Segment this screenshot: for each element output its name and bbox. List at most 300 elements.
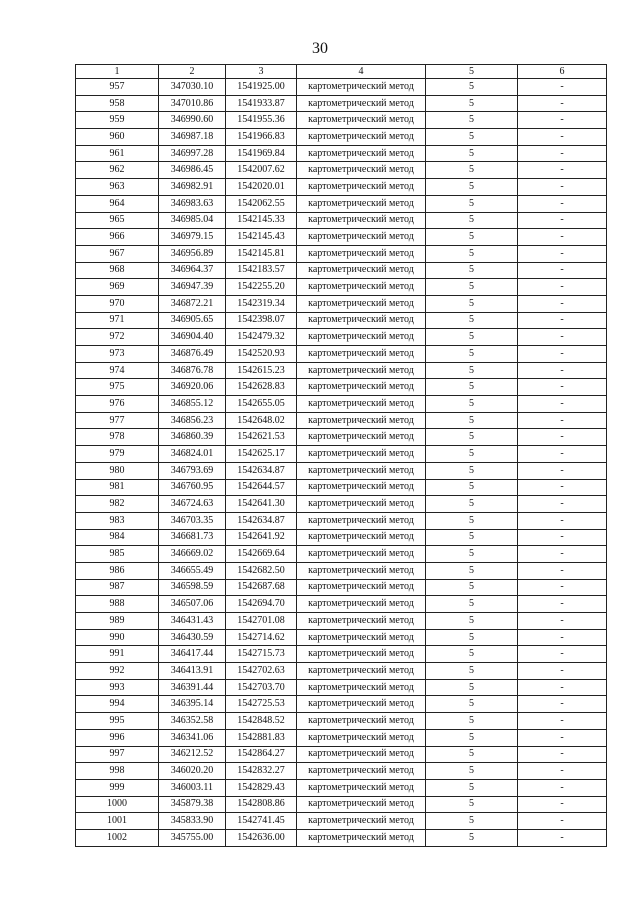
point-number-cell: 980 [76, 462, 159, 479]
method-cell: картометрический метод [297, 412, 426, 429]
accuracy-cell: 5 [426, 212, 518, 229]
header-cell: 4 [297, 65, 426, 79]
table-row [76, 79, 607, 96]
point-number-cell: 986 [76, 562, 159, 579]
table-row [76, 562, 607, 579]
table-row [76, 529, 607, 546]
accuracy-cell: 5 [426, 729, 518, 746]
x-coordinate-cell: 346413.91 [159, 663, 226, 680]
y-coordinate-cell: 1542701.08 [226, 613, 297, 630]
description-cell: - [518, 546, 607, 563]
accuracy-cell: 5 [426, 779, 518, 796]
table-row [76, 412, 607, 429]
point-number-cell: 967 [76, 245, 159, 262]
x-coordinate-cell: 346003.11 [159, 779, 226, 796]
coordinates-table [75, 64, 607, 847]
point-number-cell: 963 [76, 179, 159, 196]
method-cell: картометрический метод [297, 429, 426, 446]
x-coordinate-cell: 346352.58 [159, 713, 226, 730]
table-row [76, 713, 607, 730]
y-coordinate-cell: 1542145.81 [226, 245, 297, 262]
table-row [76, 262, 607, 279]
description-cell: - [518, 512, 607, 529]
y-coordinate-cell: 1542319.34 [226, 295, 297, 312]
table-row [76, 512, 607, 529]
y-coordinate-cell: 1542634.87 [226, 462, 297, 479]
point-number-cell: 992 [76, 663, 159, 680]
method-cell: картометрический метод [297, 245, 426, 262]
accuracy-cell: 5 [426, 179, 518, 196]
description-cell: - [518, 79, 607, 96]
method-cell: картометрический метод [297, 179, 426, 196]
y-coordinate-cell: 1542020.01 [226, 179, 297, 196]
point-number-cell: 970 [76, 295, 159, 312]
x-coordinate-cell: 346793.69 [159, 462, 226, 479]
point-number-cell: 976 [76, 396, 159, 413]
page-number: 30 [312, 40, 328, 57]
table-row [76, 195, 607, 212]
point-number-cell: 999 [76, 779, 159, 796]
x-coordinate-cell: 346872.21 [159, 295, 226, 312]
description-cell: - [518, 629, 607, 646]
accuracy-cell: 5 [426, 546, 518, 563]
y-coordinate-cell: 1542687.68 [226, 579, 297, 596]
table-row [76, 746, 607, 763]
table-row [76, 596, 607, 613]
header-cell: 5 [426, 65, 518, 79]
header-cell: 6 [518, 65, 607, 79]
y-coordinate-cell: 1542183.57 [226, 262, 297, 279]
y-coordinate-cell: 1541925.00 [226, 79, 297, 96]
point-number-cell: 969 [76, 279, 159, 296]
table-row [76, 295, 607, 312]
description-cell: - [518, 729, 607, 746]
table-row [76, 346, 607, 363]
header-cell: 2 [159, 65, 226, 79]
description-cell: - [518, 412, 607, 429]
description-cell: - [518, 112, 607, 129]
x-coordinate-cell: 346507.06 [159, 596, 226, 613]
x-coordinate-cell: 346855.12 [159, 396, 226, 413]
y-coordinate-cell: 1542703.70 [226, 679, 297, 696]
method-cell: картометрический метод [297, 312, 426, 329]
point-number-cell: 984 [76, 529, 159, 546]
y-coordinate-cell: 1542669.64 [226, 546, 297, 563]
method-cell: картометрический метод [297, 629, 426, 646]
description-cell: - [518, 446, 607, 463]
accuracy-cell: 5 [426, 412, 518, 429]
table-row [76, 479, 607, 496]
y-coordinate-cell: 1542644.57 [226, 479, 297, 496]
y-coordinate-cell: 1541966.83 [226, 129, 297, 146]
method-cell: картометрический метод [297, 813, 426, 830]
point-number-cell: 1001 [76, 813, 159, 830]
accuracy-cell: 5 [426, 129, 518, 146]
description-cell: - [518, 295, 607, 312]
description-cell: - [518, 245, 607, 262]
description-cell: - [518, 746, 607, 763]
description-cell: - [518, 596, 607, 613]
accuracy-cell: 5 [426, 629, 518, 646]
method-cell: картометрический метод [297, 696, 426, 713]
method-cell: картометрический метод [297, 329, 426, 346]
method-cell: картометрический метод [297, 145, 426, 162]
x-coordinate-cell: 346724.63 [159, 496, 226, 513]
method-cell: картометрический метод [297, 446, 426, 463]
table-row [76, 379, 607, 396]
accuracy-cell: 5 [426, 579, 518, 596]
method-cell: картометрический метод [297, 112, 426, 129]
y-coordinate-cell: 1542881.83 [226, 729, 297, 746]
accuracy-cell: 5 [426, 462, 518, 479]
method-cell: картометрический метод [297, 579, 426, 596]
description-cell: - [518, 95, 607, 112]
table-row [76, 729, 607, 746]
method-cell: картометрический метод [297, 529, 426, 546]
method-cell: картометрический метод [297, 496, 426, 513]
method-cell: картометрический метод [297, 295, 426, 312]
x-coordinate-cell: 346997.28 [159, 145, 226, 162]
method-cell: картометрический метод [297, 679, 426, 696]
point-number-cell: 979 [76, 446, 159, 463]
y-coordinate-cell: 1542741.45 [226, 813, 297, 830]
method-cell: картометрический метод [297, 129, 426, 146]
table-row [76, 429, 607, 446]
accuracy-cell: 5 [426, 195, 518, 212]
x-coordinate-cell: 346947.39 [159, 279, 226, 296]
x-coordinate-cell: 346669.02 [159, 546, 226, 563]
method-cell: картометрический метод [297, 362, 426, 379]
description-cell: - [518, 679, 607, 696]
table-row [76, 95, 607, 112]
accuracy-cell: 5 [426, 763, 518, 780]
y-coordinate-cell: 1542848.52 [226, 713, 297, 730]
point-number-cell: 985 [76, 546, 159, 563]
x-coordinate-cell: 346876.49 [159, 346, 226, 363]
description-cell: - [518, 696, 607, 713]
method-cell: картометрический метод [297, 512, 426, 529]
method-cell: картометрический метод [297, 763, 426, 780]
table-row [76, 829, 607, 846]
description-cell: - [518, 579, 607, 596]
description-cell: - [518, 779, 607, 796]
point-number-cell: 982 [76, 496, 159, 513]
accuracy-cell: 5 [426, 529, 518, 546]
x-coordinate-cell: 346391.44 [159, 679, 226, 696]
table-row [76, 396, 607, 413]
accuracy-cell: 5 [426, 145, 518, 162]
x-coordinate-cell: 346990.60 [159, 112, 226, 129]
accuracy-cell: 5 [426, 79, 518, 96]
point-number-cell: 977 [76, 412, 159, 429]
description-cell: - [518, 813, 607, 830]
table-row [76, 312, 607, 329]
table-row [76, 212, 607, 229]
x-coordinate-cell: 346987.18 [159, 129, 226, 146]
accuracy-cell: 5 [426, 646, 518, 663]
x-coordinate-cell: 345879.38 [159, 796, 226, 813]
method-cell: картометрический метод [297, 613, 426, 630]
y-coordinate-cell: 1542615.23 [226, 362, 297, 379]
y-coordinate-cell: 1542829.43 [226, 779, 297, 796]
x-coordinate-cell: 346904.40 [159, 329, 226, 346]
description-cell: - [518, 663, 607, 680]
accuracy-cell: 5 [426, 396, 518, 413]
description-cell: - [518, 212, 607, 229]
y-coordinate-cell: 1542625.17 [226, 446, 297, 463]
y-coordinate-cell: 1541955.36 [226, 112, 297, 129]
table-row [76, 329, 607, 346]
header-cell: 1 [76, 65, 159, 79]
y-coordinate-cell: 1542062.55 [226, 195, 297, 212]
x-coordinate-cell: 346964.37 [159, 262, 226, 279]
x-coordinate-cell: 346341.06 [159, 729, 226, 746]
method-cell: картометрический метод [297, 346, 426, 363]
y-coordinate-cell: 1542520.93 [226, 346, 297, 363]
x-coordinate-cell: 345755.00 [159, 829, 226, 846]
point-number-cell: 998 [76, 763, 159, 780]
method-cell: картометрический метод [297, 746, 426, 763]
description-cell: - [518, 379, 607, 396]
table-row [76, 629, 607, 646]
point-number-cell: 995 [76, 713, 159, 730]
method-cell: картометрический метод [297, 79, 426, 96]
x-coordinate-cell: 346020.20 [159, 763, 226, 780]
method-cell: картометрический метод [297, 212, 426, 229]
method-cell: картометрический метод [297, 829, 426, 846]
table-row [76, 362, 607, 379]
method-cell: картометрический метод [297, 646, 426, 663]
accuracy-cell: 5 [426, 696, 518, 713]
y-coordinate-cell: 1542145.43 [226, 229, 297, 246]
accuracy-cell: 5 [426, 512, 518, 529]
table-header-row [76, 65, 607, 79]
y-coordinate-cell: 1542636.00 [226, 829, 297, 846]
table-row [76, 696, 607, 713]
x-coordinate-cell: 346417.44 [159, 646, 226, 663]
x-coordinate-cell: 346212.52 [159, 746, 226, 763]
table-body [76, 79, 607, 847]
description-cell: - [518, 179, 607, 196]
table-row [76, 129, 607, 146]
point-number-cell: 989 [76, 613, 159, 630]
accuracy-cell: 5 [426, 295, 518, 312]
accuracy-cell: 5 [426, 679, 518, 696]
point-number-cell: 983 [76, 512, 159, 529]
header-cell: 3 [226, 65, 297, 79]
description-cell: - [518, 129, 607, 146]
y-coordinate-cell: 1542694.70 [226, 596, 297, 613]
description-cell: - [518, 279, 607, 296]
point-number-cell: 994 [76, 696, 159, 713]
accuracy-cell: 5 [426, 362, 518, 379]
accuracy-cell: 5 [426, 346, 518, 363]
point-number-cell: 968 [76, 262, 159, 279]
y-coordinate-cell: 1542714.62 [226, 629, 297, 646]
accuracy-cell: 5 [426, 713, 518, 730]
x-coordinate-cell: 346983.63 [159, 195, 226, 212]
point-number-cell: 1000 [76, 796, 159, 813]
accuracy-cell: 5 [426, 813, 518, 830]
accuracy-cell: 5 [426, 596, 518, 613]
point-number-cell: 966 [76, 229, 159, 246]
y-coordinate-cell: 1542648.02 [226, 412, 297, 429]
description-cell: - [518, 796, 607, 813]
y-coordinate-cell: 1542655.05 [226, 396, 297, 413]
method-cell: картометрический метод [297, 713, 426, 730]
point-number-cell: 1002 [76, 829, 159, 846]
x-coordinate-cell: 346598.59 [159, 579, 226, 596]
description-cell: - [518, 429, 607, 446]
x-coordinate-cell: 345833.90 [159, 813, 226, 830]
x-coordinate-cell: 346982.91 [159, 179, 226, 196]
method-cell: картометрический метод [297, 596, 426, 613]
y-coordinate-cell: 1541969.84 [226, 145, 297, 162]
accuracy-cell: 5 [426, 496, 518, 513]
accuracy-cell: 5 [426, 312, 518, 329]
table-row [76, 779, 607, 796]
description-cell: - [518, 195, 607, 212]
description-cell: - [518, 829, 607, 846]
description-cell: - [518, 396, 607, 413]
description-cell: - [518, 529, 607, 546]
table-row [76, 162, 607, 179]
point-number-cell: 962 [76, 162, 159, 179]
accuracy-cell: 5 [426, 446, 518, 463]
x-coordinate-cell: 346681.73 [159, 529, 226, 546]
table-row [76, 813, 607, 830]
table-row [76, 496, 607, 513]
y-coordinate-cell: 1542628.83 [226, 379, 297, 396]
y-coordinate-cell: 1542641.92 [226, 529, 297, 546]
description-cell: - [518, 162, 607, 179]
method-cell: картометрический метод [297, 379, 426, 396]
point-number-cell: 957 [76, 79, 159, 96]
description-cell: - [518, 312, 607, 329]
accuracy-cell: 5 [426, 262, 518, 279]
x-coordinate-cell: 346395.14 [159, 696, 226, 713]
point-number-cell: 959 [76, 112, 159, 129]
y-coordinate-cell: 1542007.62 [226, 162, 297, 179]
point-number-cell: 996 [76, 729, 159, 746]
accuracy-cell: 5 [426, 479, 518, 496]
y-coordinate-cell: 1542479.32 [226, 329, 297, 346]
accuracy-cell: 5 [426, 279, 518, 296]
point-number-cell: 990 [76, 629, 159, 646]
x-coordinate-cell: 347010.86 [159, 95, 226, 112]
y-coordinate-cell: 1542634.87 [226, 512, 297, 529]
accuracy-cell: 5 [426, 95, 518, 112]
method-cell: картометрический метод [297, 546, 426, 563]
x-coordinate-cell: 346703.35 [159, 512, 226, 529]
method-cell: картометрический метод [297, 95, 426, 112]
table-row [76, 646, 607, 663]
table-row [76, 145, 607, 162]
method-cell: картометрический метод [297, 796, 426, 813]
x-coordinate-cell: 346979.15 [159, 229, 226, 246]
table-row [76, 179, 607, 196]
x-coordinate-cell: 346986.45 [159, 162, 226, 179]
x-coordinate-cell: 346876.78 [159, 362, 226, 379]
method-cell: картометрический метод [297, 462, 426, 479]
point-number-cell: 972 [76, 329, 159, 346]
x-coordinate-cell: 346824.01 [159, 446, 226, 463]
table-row [76, 112, 607, 129]
method-cell: картометрический метод [297, 229, 426, 246]
accuracy-cell: 5 [426, 746, 518, 763]
x-coordinate-cell: 347030.10 [159, 79, 226, 96]
y-coordinate-cell: 1542864.27 [226, 746, 297, 763]
y-coordinate-cell: 1542832.27 [226, 763, 297, 780]
x-coordinate-cell: 346860.39 [159, 429, 226, 446]
description-cell: - [518, 646, 607, 663]
point-number-cell: 993 [76, 679, 159, 696]
point-number-cell: 974 [76, 362, 159, 379]
accuracy-cell: 5 [426, 796, 518, 813]
y-coordinate-cell: 1542682.50 [226, 562, 297, 579]
table-row [76, 679, 607, 696]
accuracy-cell: 5 [426, 663, 518, 680]
method-cell: картометрический метод [297, 279, 426, 296]
y-coordinate-cell: 1542641.30 [226, 496, 297, 513]
description-cell: - [518, 479, 607, 496]
method-cell: картометрический метод [297, 729, 426, 746]
point-number-cell: 991 [76, 646, 159, 663]
table-row [76, 546, 607, 563]
point-number-cell: 981 [76, 479, 159, 496]
table-row [76, 663, 607, 680]
accuracy-cell: 5 [426, 229, 518, 246]
y-coordinate-cell: 1542725.53 [226, 696, 297, 713]
accuracy-cell: 5 [426, 112, 518, 129]
description-cell: - [518, 145, 607, 162]
accuracy-cell: 5 [426, 562, 518, 579]
y-coordinate-cell: 1542145.33 [226, 212, 297, 229]
y-coordinate-cell: 1542808.86 [226, 796, 297, 813]
table-row [76, 796, 607, 813]
table-row [76, 446, 607, 463]
accuracy-cell: 5 [426, 429, 518, 446]
x-coordinate-cell: 346430.59 [159, 629, 226, 646]
description-cell: - [518, 562, 607, 579]
table-row [76, 279, 607, 296]
point-number-cell: 973 [76, 346, 159, 363]
accuracy-cell: 5 [426, 162, 518, 179]
table-row [76, 579, 607, 596]
accuracy-cell: 5 [426, 329, 518, 346]
method-cell: картометрический метод [297, 562, 426, 579]
point-number-cell: 975 [76, 379, 159, 396]
method-cell: картометрический метод [297, 479, 426, 496]
x-coordinate-cell: 346431.43 [159, 613, 226, 630]
point-number-cell: 960 [76, 129, 159, 146]
description-cell: - [518, 763, 607, 780]
point-number-cell: 964 [76, 195, 159, 212]
description-cell: - [518, 462, 607, 479]
accuracy-cell: 5 [426, 829, 518, 846]
table-row [76, 613, 607, 630]
x-coordinate-cell: 346655.49 [159, 562, 226, 579]
description-cell: - [518, 329, 607, 346]
y-coordinate-cell: 1541933.87 [226, 95, 297, 112]
point-number-cell: 997 [76, 746, 159, 763]
y-coordinate-cell: 1542255.20 [226, 279, 297, 296]
x-coordinate-cell: 346856.23 [159, 412, 226, 429]
description-cell: - [518, 362, 607, 379]
description-cell: - [518, 613, 607, 630]
y-coordinate-cell: 1542715.73 [226, 646, 297, 663]
x-coordinate-cell: 346956.89 [159, 245, 226, 262]
